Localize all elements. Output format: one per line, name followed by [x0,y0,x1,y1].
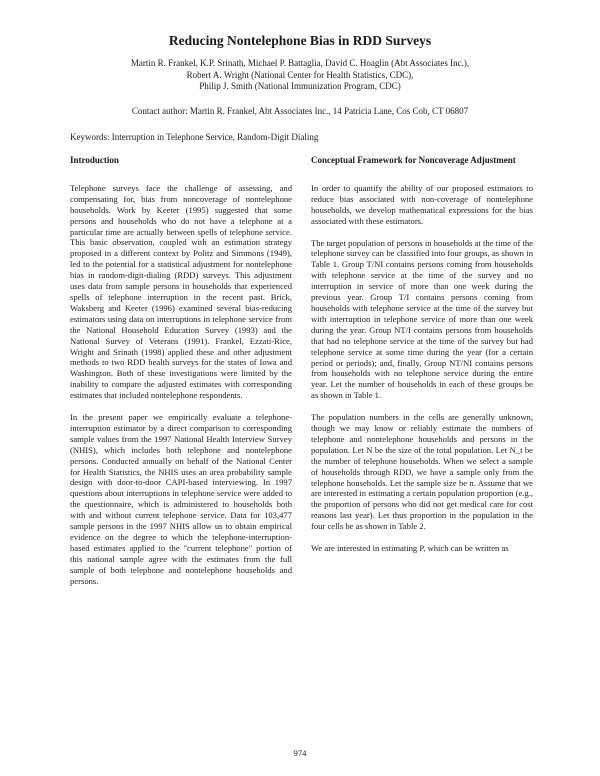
left-column [70,155,292,598]
right-column [311,155,533,565]
keywords: Keywords: Interruption in Telephone Service, Random-Digit Dialing [70,132,319,142]
paragraph: The population numbers in the cells are generally unknown, though we may know or reliably estimate the numbers of telephone and nontelephone households and persons in the population. Let N be the size of the total population. Let N_t be the number of telephone households. When we select a sample of households through RDD, we have a sample only from the telephone households. Let the sample size be n. Assume that we are interested in estimating a certain population proportion (e.g., the proportion of persons who did not get medical care for cost reasons last year). Let thus proportion in the population in the four cells be as shown in Table 2. [311,412,533,532]
author-list [0,58,600,93]
author-line: Philip J. Smith (National Immunization Program, CDC) [199,81,401,92]
contact-author: Contact author: Martin R. Frankel, Abt Associates Inc., 14 Patricia Lane, Cos Cob, CT 06807 [131,106,469,116]
paragraph: We are interested in estimating P, which can be written as [311,543,509,554]
paragraph: Telephone surveys face the challenge of assessing, and compensating for, bias from noncoverage of nontelephone households. Work by Keeter (1995) suggested that some persons and households who do not have a telephone at a particular time are actually between spells of telephone service. This basic observation, coupled with an estimation strategy proposed in a different context by Politz and Simmons (1949), led to the potential for a statistical adjustment for nontelephone bias in random-digit-dialing (RDD) surveys. This adjustment uses data from sample persons in households that experienced spells of telephone interruption in the recent past. Brick, Waksberg and Keeter (1996) examined several bias-reducing estimators using data on interruptions in telephone service from the National Household Education Survey (1993) and the National Survey of Veterans (1991). Frankel, Ezzati-Rice, Wright and Srinath (1998) applied these and other adjustment methods to two RDD health surveys for the states of Iowa and Washington. Both of these investigations were limited by the inability to compare the adjusted estimates with corresponding estimates that included nontelephone respondents. [70,182,292,401]
paper-title: Reducing Nontelephone Bias in RDD Surveys [168,33,432,48]
section-heading-conceptual-framework: Conceptual Framework for Noncoverage Adjustment [311,155,516,165]
section-heading-introduction: Introduction [70,155,119,165]
paragraph: In the present paper we empirically evaluate a telephone-interruption estimator by a direct comparison to corresponding sample values from the 1997 National Health Interview Survey (NHIS), which includes both telephone and nontelephone persons. Conducted annually on behalf of the National Center for Health Statistics, the NHIS uses an area probability sample design with door-to-door CAPI-based interviewing. In 1997 questions about interruptions in telephone service were added to the questionnaire, which is administered to households both with and without current telephone service. Data for 103,477 sample persons in the 1997 NHIS allow us to obtain empirical evidence on the degree to which the telephone-interruption-based estimates applied to the "current telephone" portion of this national sample agree with the estimates from the full sample of both telephone and nontelephone households and persons. [70,412,292,586]
author-line: Robert A. Wright (National Center for Health Statistics, CDC), [186,69,414,80]
paragraph: In order to quantify the ability of our proposed estimators to reduce bias associated with non-coverage of nontelephone households, we develop mathematical expressions for the bias associated with these estimators. [311,182,533,226]
author-line: Martin R. Frankel, K.P. Srinath, Michael P. Battaglia, David C. Hoaglin (Abt Associates Inc.), [130,58,470,68]
paragraph: The target population of persons in households at the time of the telephone survey can be classified into four groups, as shown in Table 1. Group T/NI contains persons coming from households with telephone service at the time of the survey and no interruption in service of more than one week during the previous year. Group T/I contains persons coming from households with telephone service at the time of the survey but with interruption in telephone service of more than one week during the year. Group NT/I contains persons from households that had no telephone service at the time of the survey but had telephone service at some time during the year (for a certain period or periods); and, finally, Group NT/NI contains persons from households with no telephone service during the entire year. Let the number of households in each of these groups be as shown in Table 1. [311,237,533,401]
page-number: 974 [293,748,307,758]
